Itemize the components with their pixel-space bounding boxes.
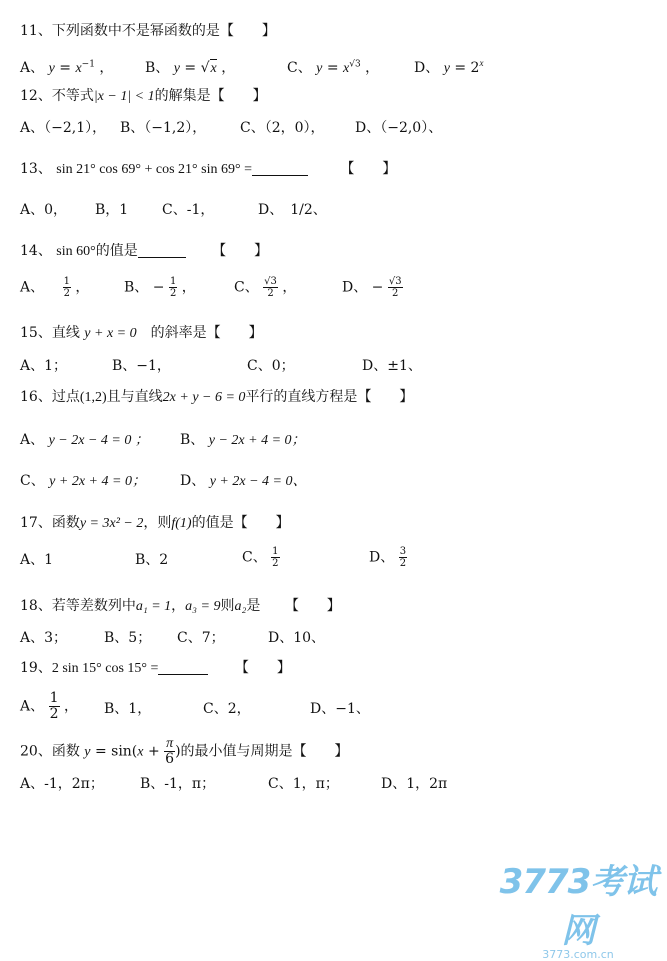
answer-blank: [252, 161, 308, 176]
q11-option-b: B、 y = √x ，: [145, 60, 236, 76]
question-19-stem: 19、2 sin 15° cos 15° = 【 】: [20, 660, 291, 676]
q11-option-d: D、 $y = 2^x$: [414, 58, 484, 76]
q15-option-a: A、1；: [20, 358, 68, 374]
question-20-stem: 20、函数 y = sin(x + $\frac{\pi}{6}$ )的最小值与周期是【 】: [20, 736, 349, 767]
watermark: [498, 854, 658, 961]
q13-option-d: D、 1/2、: [258, 202, 327, 218]
question-14-stem: 14、 sin 60°的值是 【 】: [20, 243, 269, 259]
q14-option-a: A、 $\frac{1}{2}$ ，: [20, 276, 90, 299]
q12-option-c: C、（2，0），: [240, 120, 325, 136]
question-13-stem: 13、 sin 21° cos 69° + cos 21° sin 69° = 【 】: [20, 161, 397, 177]
q18-option-b: B、5；: [104, 630, 152, 646]
question-12-stem: 12、不等式|x − 1| < 1的解集是【 】: [20, 88, 267, 104]
q19-option-d: D、−1、: [310, 701, 370, 717]
question-11-stem: 11、下列函数中不是幂函数的是【 】: [20, 23, 276, 39]
q20-option-a: A、-1，2π；: [20, 776, 104, 792]
q16-option-b: B、 y − 2x + 4 = 0；: [180, 432, 306, 448]
q11-option-c: C、 $y = x^{√3}$ ，: [287, 59, 380, 76]
question-15-stem: 15、直线 y + x = 0 的斜率是【 】: [20, 325, 263, 341]
q14-option-b: B、 − $\frac{1}{2}$ ，: [124, 276, 196, 299]
question-16-stem: 16、过点(1,2)且与直线2x + y − 6 = 0平行的直线方程是【 】: [20, 389, 414, 405]
q18-option-d: D、10、: [268, 630, 326, 646]
watermark-url: 3773.com.cn: [542, 948, 614, 961]
answer-blank: [158, 660, 208, 675]
q17-option-c: C、 $\frac{1}{2}$: [242, 546, 279, 569]
q18-option-a: A、3；: [20, 630, 68, 646]
q18-option-c: C、7；: [177, 630, 225, 646]
q12-option-b: B、（−1,2），: [120, 120, 207, 136]
q19-option-c: C、2，: [203, 701, 251, 717]
q20-option-d: D、1，2π: [381, 776, 448, 792]
q17-option-b: B、2: [135, 552, 169, 568]
q13-option-a: A、0，: [20, 202, 68, 218]
watermark-logo: 3773考试网: [499, 862, 657, 951]
q19-option-b: B、1，: [104, 701, 152, 717]
q16-option-d: D、 y + 2x − 4 = 0、: [180, 473, 307, 489]
q16-option-a: A、 y − 2x − 4 = 0 ；: [20, 432, 149, 448]
question-17-stem: 17、函数y = 3x² − 2，则f(1)的值是【 】: [20, 515, 290, 531]
q15-option-d: D、±1、: [362, 358, 422, 374]
q14-option-d: D、 − $\frac{√3}{2}$: [342, 276, 402, 299]
q15-option-b: B、−1，: [112, 358, 171, 374]
q13-option-b: B，1: [95, 202, 129, 218]
q15-option-c: C、0；: [247, 358, 295, 374]
q19-option-a: A、 $\frac{1}{2}$ ，: [20, 690, 78, 722]
q13-option-c: C、-1，: [162, 202, 215, 218]
q17-option-a: A、1: [20, 552, 54, 568]
q20-option-c: C、1，π；: [268, 776, 339, 792]
q11-option-a: A、 $y = x^{-1}$ ，: [20, 59, 114, 76]
question-18-stem: 18、若等差数列中a₁ = 1，a₃ = 9则a₂是 【 】: [20, 598, 341, 614]
answer-blank: [138, 243, 186, 258]
q20-option-b: B、-1，π；: [140, 776, 216, 792]
q16-option-c: C、 y + 2x + 4 = 0；: [20, 473, 146, 489]
q12-option-a: A、（−2,1），: [20, 120, 107, 136]
q14-option-c: C、 $\frac{√3}{2}$ ，: [234, 276, 297, 299]
q12-option-d: D、（−2,0）、: [355, 120, 443, 136]
q17-option-d: D、 $\frac{3}{2}$: [369, 546, 407, 569]
